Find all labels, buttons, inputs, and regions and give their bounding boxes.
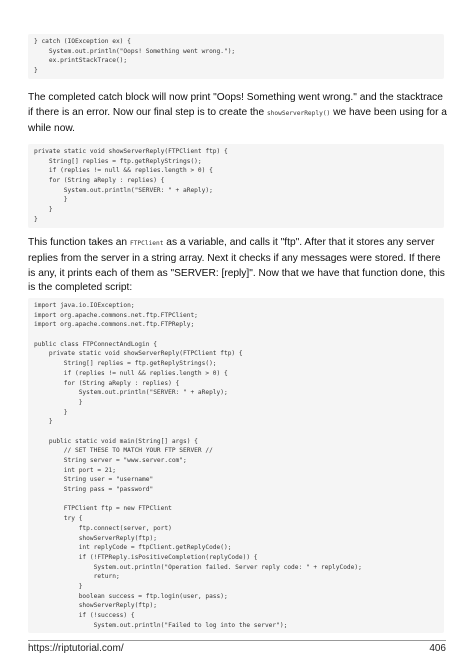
code-line: import org.apache.commons.net.ftp.FTPReply; <box>34 321 195 329</box>
code-line: System.out.println("SERVER: " + aReply); <box>34 186 213 194</box>
code-line: private static void showServerReply(FTPClient ftp) { <box>34 350 243 358</box>
code-line: } <box>34 67 38 75</box>
code-line: } <box>34 418 53 426</box>
code-block-show-server-reply <box>28 144 444 228</box>
code-line: } <box>34 215 38 223</box>
code-line: ex.printStackTrace(); <box>34 57 128 65</box>
paragraph-function-explanation <box>28 236 448 296</box>
code-line: ftp.connect(server, port) <box>34 524 172 532</box>
inline-code: showServerReply() <box>266 109 331 117</box>
code-line: return; <box>34 573 120 581</box>
code-line: showServerReply(ftp); <box>34 602 157 610</box>
code-line: public class FTPConnectAndLogin { <box>34 340 157 348</box>
code-block-catch <box>28 34 444 79</box>
code-line <box>34 330 438 340</box>
code-line: System.out.println("SERVER: " + aReply); <box>34 389 228 397</box>
code-line <box>34 495 438 505</box>
paragraph-text: as a variable, and calls it "ftp". After that it stores any server replies from the server in a string array. Next it checks if any messages were stored. If there is any, it prints each of them as "SERVER: [reply]". Now that we have that function done, this is the completed script: <box>28 237 445 294</box>
code-line <box>34 427 438 437</box>
code-line: } catch (IOException ex) { <box>34 38 131 45</box>
paragraph-text: we have been using for a while now. <box>28 106 447 134</box>
footer-url[interactable]: https://riptutorial.com/ <box>28 643 124 654</box>
code-line: int port = 21; <box>34 466 116 474</box>
code-line: if (!FTPReply.isPositiveCompletion(replyCode)) { <box>34 553 258 561</box>
code-line: System.out.println("Failed to log into the server"); <box>34 621 288 629</box>
code-line: String user = "username" <box>34 476 154 484</box>
code-line: // SET THESE TO MATCH YOUR FTP SERVER // <box>34 447 213 455</box>
page-number: 406 <box>429 643 446 654</box>
code-line: try { <box>34 515 83 523</box>
code-line: if (!success) { <box>34 612 135 619</box>
paragraph-text: The completed catch block will now print "Oops! Something went wrong." and the stacktrace if there is an error. Now our final step is to create the <box>28 92 443 118</box>
code-line: for (String aReply : replies) { <box>34 177 165 185</box>
code-line: import java.io.IOException; <box>34 302 135 309</box>
code-line: boolean success = ftp.login(user, pass); <box>34 592 228 600</box>
code-line: int replyCode = ftpClient.getReplyCode(); <box>34 544 232 552</box>
paragraph-text: This function takes an <box>28 237 130 248</box>
footer-divider <box>28 640 446 641</box>
code-line: System.out.println("Oops! Something went wrong."); <box>34 47 236 55</box>
code-line: String pass = "password" <box>34 486 154 494</box>
code-line: } <box>34 206 53 214</box>
code-line: String[] replies = ftp.getReplyStrings(); <box>34 360 217 368</box>
code-line: } <box>34 196 68 204</box>
code-line: String server = "www.server.com"; <box>34 457 187 464</box>
code-line: for (String aReply : replies) { <box>34 379 180 387</box>
code-line: String[] replies = ftp.getReplyStrings(); <box>34 157 202 165</box>
inline-code: FTPClient <box>129 240 164 247</box>
code-line: if (replies != null && replies.length > 0) { <box>34 167 213 175</box>
code-line: import org.apache.commons.net.ftp.FTPClient; <box>34 311 198 319</box>
code-block-completed-script <box>28 298 444 633</box>
code-line: if (replies != null && replies.length > 0) { <box>34 369 228 377</box>
code-line: private static void showServerReply(FTPClient ftp) { <box>34 148 228 155</box>
code-line: FTPClient ftp = new FTPClient <box>34 505 172 513</box>
code-line: System.out.println("Operation failed. Server reply code: " + replyCode); <box>34 563 362 571</box>
paragraph-catch-explanation <box>28 91 448 136</box>
code-line: public static void main(String[] args) { <box>34 437 198 445</box>
code-line: } <box>34 408 68 416</box>
code-line: } <box>34 582 83 590</box>
code-line: } <box>34 398 83 406</box>
code-line: showServerReply(ftp); <box>34 534 157 542</box>
